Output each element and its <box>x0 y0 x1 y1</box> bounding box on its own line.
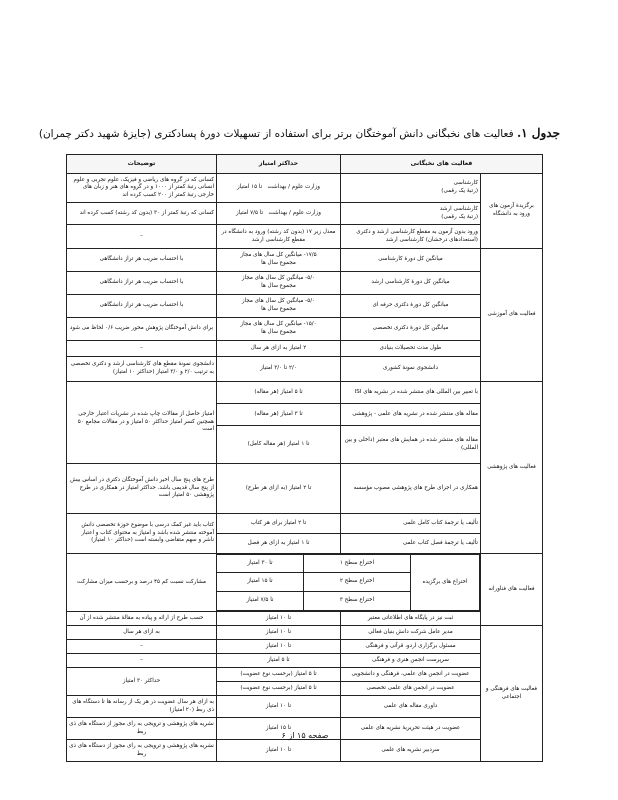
table-row <box>67 174 543 203</box>
cell-activity: سرپرست انجمن هنری و فرهنگی <box>341 654 481 668</box>
header-notes: توضیحات <box>67 155 217 174</box>
cell-activity <box>341 174 481 203</box>
cell-points: تا ۱۰ امتیاز <box>217 626 341 640</box>
cell-notes: با احتساب ضریب هر تراز دانشگاهی <box>67 295 217 318</box>
table-row <box>67 357 543 382</box>
cell-notes: کسانی که رتبهٔ کمتر از ۳۰ (بدون کد رشته) کسب کرده اند <box>67 203 217 225</box>
cell-notes: با احتساب ضریب هر تراز دانشگاهی <box>67 249 217 272</box>
category-cultural: فعالیت های فرهنگی و اجتماعی <box>481 626 543 762</box>
activity-rank: (رتبهٔ یک رقمی) <box>441 213 478 220</box>
cell-points: ۱۷/۵- میانگین کل سال های مجاز مجموع سال ها <box>217 249 341 272</box>
cell-activity: دانشجوی نمونهٔ کشوری <box>341 357 481 382</box>
cell-points: تا ۵ امتیاز (برحسب نوع عضویت) <box>217 668 341 682</box>
cell-notes: – <box>67 341 217 357</box>
cell-notes: طرح های پنج سال اخیر دانش آموختگان دکتری در اساس بیش از پنج سال قدیمی باشد. حداکثر امتیاز در همکاری در طرح پژوهشی ۵۰ امتیاز است <box>67 464 217 514</box>
patent-points: تا ۱۵ امتیاز <box>217 573 303 592</box>
cell-notes: امتیاز حاصل از مقالات چاپ شده در نشریات اعتبار خارجی همچنین کسر امتیاز حداکثر ۵۰ امتیاز و در مقالات مجامع ۵۰ است <box>67 382 217 464</box>
activities-table <box>66 154 543 762</box>
cell-activity: عضویت در هیئت تحریریهٔ نشریه های علمی <box>341 718 481 740</box>
table-row <box>67 382 543 404</box>
cell-activity: سردبیر نشریه های علمی <box>341 740 481 762</box>
cell-activity: مدیر عامل شرکت دانش بنیان فعالی <box>341 626 481 640</box>
cell-notes: دانشجوی نمونهٔ مقطع های کارشناسی ارشد و دکتری تخصصی به ترتیب ۲/۰ و ۳/۰ امتیاز (حداکثر ۱۰ امتیاز) <box>67 357 217 382</box>
cell-points: تا ۳ امتیاز (هر مقاله) <box>217 404 341 426</box>
activity-name: کارشناسی ارشد <box>439 205 478 212</box>
cell-points: تا ۱۰ امتیاز <box>217 740 341 762</box>
points-value: تا ۱۵ امتیاز <box>236 184 263 191</box>
activity-level: کارشناسی ارشد <box>385 236 424 243</box>
table-row <box>67 249 543 272</box>
cell-activity: طول مدت تحصیلات بنیادی <box>341 341 481 357</box>
cell-points: تا ۱۵ امتیاز <box>217 718 341 740</box>
patent-points: تا ۳۰ امتیاز <box>217 555 303 573</box>
cell-activity: همکاری در اجرای طرح های پژوهشی مصوب مؤسسه <box>341 464 481 514</box>
table-row <box>67 341 543 357</box>
cell-points: ۲/۰ تا ۳/۰ امتیاز <box>217 357 341 382</box>
cell-activity: میانگین کل دورهٔ دکتری تخصصی <box>341 318 481 341</box>
cell-notes: مشارکت نسبت کم ۴۵ درصد و برحسب میزان مشارکت <box>67 554 217 612</box>
table-row <box>67 203 543 225</box>
patent-table <box>217 554 480 611</box>
cell-points: تا ۱۰ امتیاز <box>217 696 341 718</box>
table-row <box>67 295 543 318</box>
cell-activity: مقاله های منتشر شده در نشریه های علمی - پژوهشی <box>341 404 481 426</box>
cell-activity <box>341 203 481 225</box>
patent-points: تا ۷/۵ امتیاز <box>217 592 303 611</box>
category-research: فعالیت های پژوهشی <box>481 382 543 554</box>
table-row <box>67 554 543 612</box>
cell-points: ۵/۰- میانگین کل سال های مجاز مجموع سال ها <box>217 272 341 295</box>
header-max-points: حداکثر امتیاز <box>217 155 341 174</box>
table-row <box>67 514 543 534</box>
cell-points <box>217 203 341 225</box>
cell-points: تا ۵ امتیاز (هر مقاله) <box>217 382 341 404</box>
points-source: وزارت علوم / بهداشت <box>267 184 321 191</box>
table-caption: فعالیت های نخبگانی دانش آموختگان برتر برای استفاده از تسهیلات دورهٔ پسادکتری (جایزهٔ شهید دکتر چمران) <box>38 128 514 140</box>
cell-notes: – <box>67 225 217 249</box>
table-row <box>67 225 543 249</box>
table-row <box>67 464 543 514</box>
activity-name: کارشناسی <box>453 180 478 187</box>
cell-patents <box>217 554 481 612</box>
cell-activity: تألیف یا ترجمهٔ فصل کتاب علمی <box>341 534 481 554</box>
category-olympiad: برگزیدهٔ آزمون های ورود به دانشگاه <box>481 174 543 249</box>
patent-level: اختراع سطح ۳ <box>303 592 410 611</box>
table-row <box>67 272 543 295</box>
cell-activity: میانگین کل دورهٔ کارشناسی <box>341 249 481 272</box>
cell-points: ۱۵/۰- میانگین کل سال های مجاز مجموع سال ها <box>217 318 341 341</box>
cell-notes: به ازای هر سال عضویت در هر یک از رسانه ها تا دستگاه های ذی ربط (۲۰ امتیاز) <box>67 696 217 718</box>
table-row <box>67 612 543 626</box>
points-value: تا ۷/۵ امتیاز <box>236 209 264 216</box>
table-label: جدول ۱. <box>516 126 560 140</box>
cell-points: تا ۱ امتیاز به ازای هر فصل <box>217 534 341 554</box>
cell-notes: به ازای هر سال <box>67 626 217 640</box>
cell-activity: تألیف یا ترجمهٔ کتاب کامل علمی <box>341 514 481 534</box>
cell-points: تا ۲ امتیاز برای هر کتاب <box>217 514 341 534</box>
cell-activity: عضویت در انجمن های علمی، فرهنگی و دانشجویی <box>341 668 481 682</box>
header-activity: فعالیت های نخبگانی <box>341 155 543 174</box>
cell-points: تا ۱۰ امتیاز <box>217 612 341 626</box>
cell-points: ۵/۰- میانگین کل سال های مجاز مجموع سال ها <box>217 295 341 318</box>
cell-notes: کسانی که در گروه های ریاضی و فیزیک، علوم تجربی و علوم انسانی رتبهٔ کمتر از ۱۰۰۰ و در گروه های هنر و زبان های خارجی رتبهٔ کمتر از ۲۰۰ کسب کرده اند <box>67 174 217 203</box>
cell-activity <box>341 225 481 249</box>
cell-points: تا ۱۰ امتیاز <box>217 640 341 654</box>
table-row <box>67 668 543 682</box>
cell-points <box>217 174 341 203</box>
cell-notes: – <box>67 654 217 668</box>
activity-name: ورود بدون آزمون به مقطع کارشناسی ارشد و دکتری (استعدادهای درخشان) <box>356 228 478 243</box>
category-education: فعالیت های آموزشی <box>481 249 543 382</box>
table-row <box>67 318 543 341</box>
cell-points: ۲ امتیاز به ازای هر سال <box>217 341 341 357</box>
cell-points: معدل زیر ۱۷ (بدون کد رشته) ورود به دانشگاه در مقطع کارشناسی ارشد <box>217 225 341 249</box>
table-title <box>40 126 560 140</box>
cell-notes: حسب طرح از ارائه و پیاده به مقالهٔ منتشر شده از آن <box>67 612 217 626</box>
cell-activity: میانگین کل دورهٔ کارشناسی ارشد <box>341 272 481 295</box>
table-row <box>67 740 543 762</box>
cell-notes: نشریه های پژوهشی و ترویجی به رای مجوز از دستگاه های ذی ربط <box>67 718 217 740</box>
cell-activity: مسئول برگزاری اردو، قرآنی و فرهنگی <box>341 640 481 654</box>
table-row <box>67 626 543 640</box>
cell-activity: عضویت در انجمن های علمی تخصصی <box>341 682 481 696</box>
cell-activity: با تعبیر بین المللی های منتشر شده در نشریه های ISI <box>341 382 481 404</box>
cell-activity: مقاله های منتشر شده در همایش های معتبر (داخلی و بین المللی) <box>341 426 481 464</box>
cell-notes: کتاب باید غیر کمک درسی با موضوع حوزهٔ تخصصی دانش آموخته منتشر شده باشد و امتیاز به محتوای کتاب و اعتبار ناشر و سهم متقاضی وابسته است (حداکثر ۱۰ امتیاز) <box>67 514 217 554</box>
cell-notes: حداکثر ۳۰ امتیاز <box>67 668 217 696</box>
table-row <box>67 654 543 668</box>
cell-points: تا ۱ امتیاز (هر مقاله کامل) <box>217 426 341 464</box>
patent-level: اختراع سطح ۲ <box>303 573 410 592</box>
points-source: وزارت علوم / بهداشت <box>268 209 321 216</box>
patent-level: اختراع سطح ۱ <box>303 555 410 573</box>
cell-notes: با احتساب ضریب هر تراز دانشگاهی <box>67 272 217 295</box>
cell-activity: داوری مقاله های علمی <box>341 696 481 718</box>
table-row <box>67 696 543 718</box>
cell-points: تا ۵ امتیاز (برحسب نوع عضویت) <box>217 682 341 696</box>
cell-activity: ثبت نیز در پایگاه های اطلاعاتی معتبر <box>341 612 481 626</box>
activity-rank: (رتبهٔ یک رقمی) <box>441 188 478 194</box>
cell-notes: برای دانش آموختگان پژوهش محور ضریب ۰/۶ لحاظ می شود <box>67 318 217 341</box>
category-innovation: فعالیت های فناورانه <box>481 554 543 626</box>
cell-notes: نشریه های پژوهشی و ترویجی به رای مجوز از دستگاه های ذی ربط <box>67 740 217 762</box>
page-footer: صفحه ۱۵ از ۶ <box>281 731 329 740</box>
header-row <box>67 155 543 174</box>
table-row <box>67 640 543 654</box>
cell-points: تا ۵ امتیاز <box>217 654 341 668</box>
cell-notes: – <box>67 640 217 654</box>
cell-points: تا ۲ امتیاز (به ازای هر طرح) <box>217 464 341 514</box>
cell-activity: میانگین کل دورهٔ دکتری حرفه ای <box>341 295 481 318</box>
patent-category: اختراع های برگزیده <box>411 555 480 611</box>
